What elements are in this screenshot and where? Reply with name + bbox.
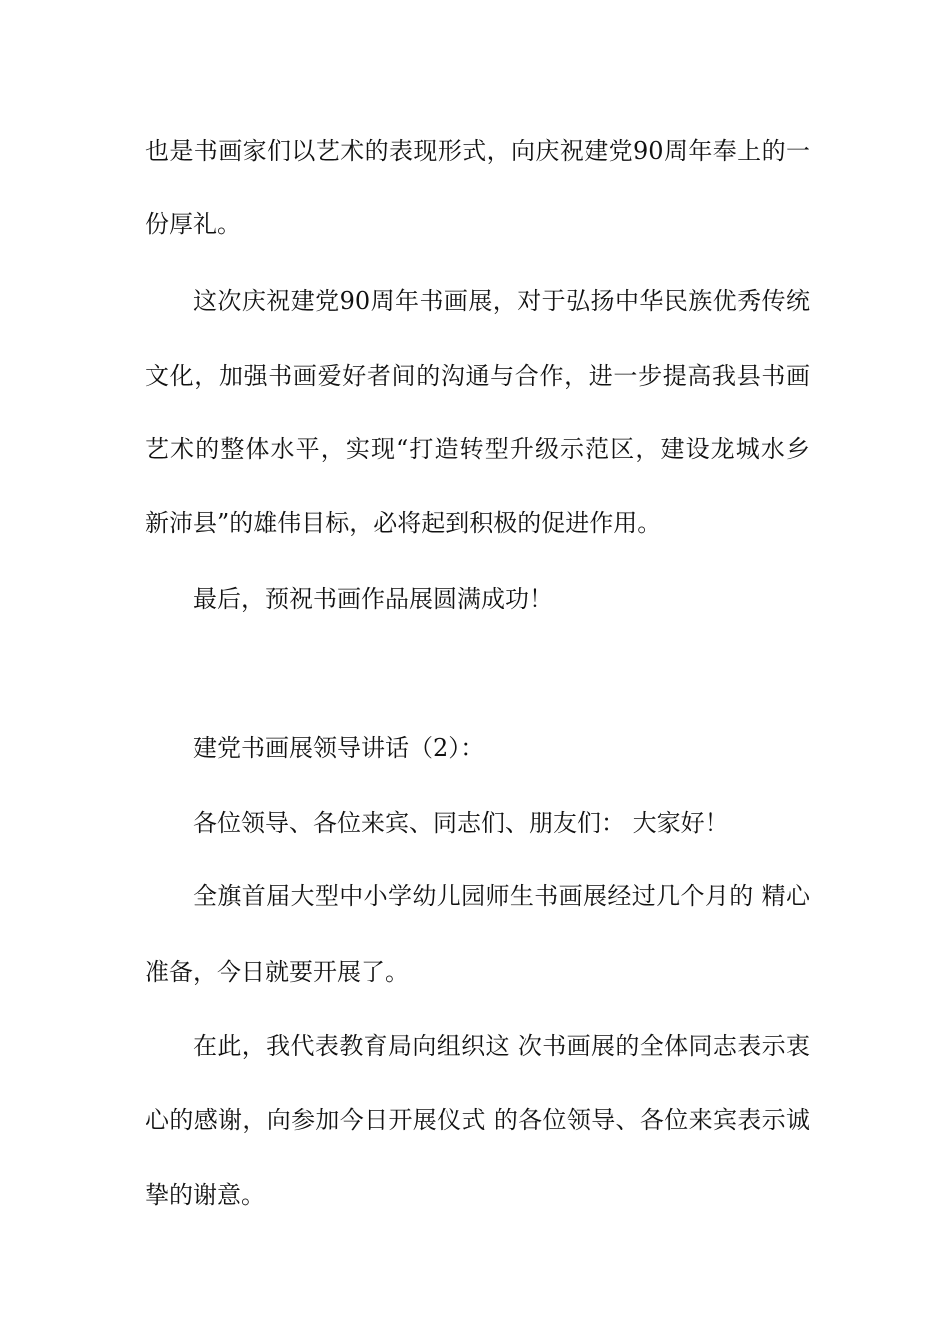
paragraph-line: 新沛县”的雄伟目标，必将起到积极的促进作用。 [145, 509, 662, 537]
paragraph-line: 也是书画家们以艺术的表现形式，向庆祝建党90周年奉上的一 [145, 137, 810, 165]
paragraph-line: 心的感谢，向参加今日开展仪式 的各位领导、各位来宾表示诚 [145, 1106, 810, 1134]
paragraph-line: 在此，我代表教育局向组织这 次书画展的全体同志表示衷 [193, 1032, 810, 1060]
paragraph-line: 这次庆祝建党90周年书画展，对于弘扬中华民族优秀传统 [193, 287, 810, 315]
paragraph-line: 最后，预祝书画作品展圆满成功！ [193, 585, 553, 613]
paragraph-line: 艺术的整体水平，实现“打造转型升级示范区，建设龙城水乡 [145, 435, 810, 463]
greeting-line: 各位领导、各位来宾、同志们、朋友们： 大家好！ [193, 809, 729, 837]
section-heading: 建党书画展领导讲话（2）： [193, 734, 485, 762]
paragraph-line: 挚的谢意。 [145, 1181, 265, 1209]
paragraph-line: 份厚礼。 [145, 210, 241, 238]
paragraph-line: 准备，今日就要开展了。 [145, 958, 409, 986]
paragraph-line: 全旗首届大型中小学幼儿园师生书画展经过几个月的 精心 [193, 882, 810, 910]
paragraph-line: 文化，加强书画爱好者间的沟通与合作，进一步提高我县书画 [145, 362, 810, 390]
